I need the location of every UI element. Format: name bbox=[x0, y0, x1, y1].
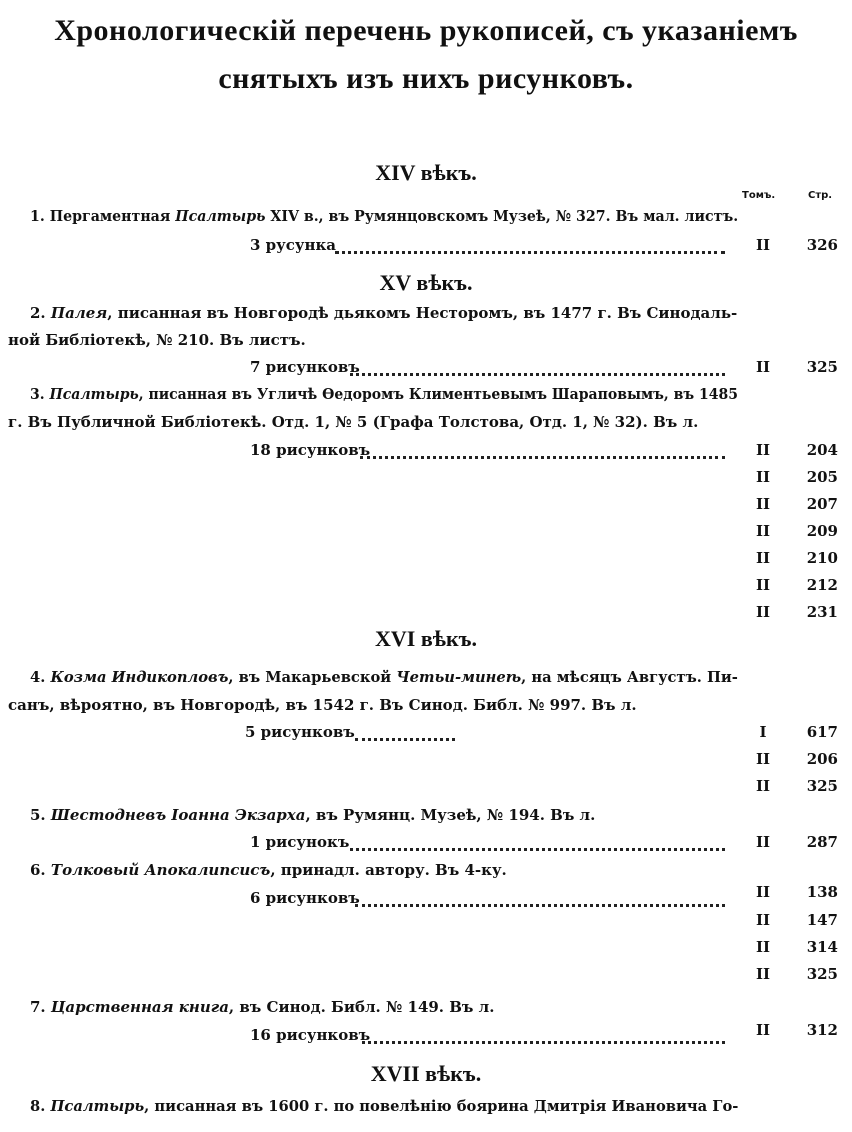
entry-2-title: Палея bbox=[50, 304, 108, 322]
ref-volume: II bbox=[755, 911, 771, 929]
entry-3-count: 18 рисунковъ bbox=[250, 441, 371, 459]
ref-page: 325 bbox=[806, 358, 838, 376]
entry-6-number: 6. bbox=[30, 861, 46, 879]
ref-page: 210 bbox=[806, 549, 838, 567]
entry-7-count: 16 рисунковъ bbox=[250, 1026, 371, 1044]
entry-5-number: 5. bbox=[30, 806, 46, 824]
entry-8-title: Псалтырь bbox=[50, 1097, 145, 1115]
entry-7-text: , въ Синод. Библ. № 149. Въ л. bbox=[228, 998, 495, 1016]
ref-page: 325 bbox=[806, 965, 838, 983]
entry-4-title: Козма Индикопловъ bbox=[50, 668, 229, 686]
ref-volume: II bbox=[755, 522, 771, 540]
ref-volume: II bbox=[755, 883, 771, 901]
ref-page: 209 bbox=[806, 522, 838, 540]
ref-volume: II bbox=[755, 468, 771, 486]
entry-3-number: 3. bbox=[30, 385, 45, 403]
entry-2-text: , писанная въ Новгородѣ дьякомъ Несторомъ, въ 1477 г. Въ Синодаль- bbox=[107, 304, 738, 322]
entry-1-text-b: XIV в., въ Румянцовскомъ Музеѣ, № 327. Въ мал. листъ. bbox=[265, 207, 739, 225]
ref-volume: II bbox=[755, 750, 771, 768]
entry-2-count: 7 рисунковъ bbox=[250, 358, 360, 376]
entry-8-text: , писанная въ 1600 г. по повелѣнію боярина Дмитрія Ивановича Го- bbox=[144, 1097, 739, 1115]
entry-5-count: 1 рисунокъ bbox=[250, 833, 350, 851]
ref-volume: II bbox=[755, 236, 771, 254]
entry-2-line-2: ной Библіотекѣ, № 210. Въ листъ. bbox=[8, 331, 306, 349]
ref-page: 231 bbox=[806, 603, 838, 621]
page-title-line-1: Хронологическій перечень рукописей, съ указаніемъ bbox=[54, 14, 798, 47]
century-heading-15: XV вѣкъ. bbox=[379, 270, 473, 295]
ref-page: 325 bbox=[806, 777, 838, 795]
entry-7-title: Царственная книга bbox=[50, 998, 229, 1016]
entry-5-line-1 bbox=[30, 806, 595, 824]
entry-6-text: , принадл. автору. Въ 4-ку. bbox=[270, 861, 507, 879]
ref-volume: II bbox=[755, 777, 771, 795]
entry-2-line-1 bbox=[30, 304, 737, 322]
entry-4-text-b: , на мѣсяцъ Августъ. Пи- bbox=[521, 668, 738, 686]
century-heading-14: XIV вѣкъ. bbox=[375, 160, 477, 185]
ref-volume: II bbox=[755, 358, 771, 376]
entry-5-leader-dots bbox=[350, 846, 725, 851]
entry-3-text: , писанная въ Угличѣ Ѳедоромъ Климентьевымъ Шараповымъ, въ 1485 bbox=[138, 385, 739, 403]
entry-4-text-a: , въ Макарьевской bbox=[228, 668, 397, 686]
ref-volume: II bbox=[755, 1021, 771, 1039]
entry-6-title: Толковый Апокалипсисъ bbox=[50, 861, 271, 879]
ref-page: 617 bbox=[806, 723, 838, 741]
ref-page: 312 bbox=[806, 1021, 838, 1039]
entry-3-title: Псалтырь bbox=[49, 385, 139, 403]
ref-page: 287 bbox=[806, 833, 838, 851]
ref-page: 314 bbox=[806, 938, 838, 956]
entry-4-number: 4. bbox=[30, 668, 46, 686]
entry-1-title: Псалтырь bbox=[175, 207, 266, 225]
entry-4-count: 5 рисунковъ bbox=[245, 723, 355, 741]
entry-5-text: , въ Румянц. Музеѣ, № 194. Въ л. bbox=[305, 806, 596, 824]
entry-1-count: 3 русунка bbox=[250, 236, 337, 254]
ref-volume: II bbox=[755, 549, 771, 567]
entry-7-leader-dots bbox=[362, 1039, 725, 1044]
ref-volume: II bbox=[755, 938, 771, 956]
entry-4-line-2: санъ, вѣроятно, въ Новгородѣ, въ 1542 г. Въ Синод. Библ. № 997. Въ л. bbox=[8, 696, 637, 714]
entry-1-leader-dots bbox=[335, 249, 725, 254]
volume-column-header: Томъ. bbox=[742, 190, 776, 201]
page-column-header: Стр. bbox=[808, 190, 833, 201]
entry-6-leader-dots bbox=[355, 902, 725, 907]
ref-volume: II bbox=[755, 495, 771, 513]
ref-volume: II bbox=[755, 603, 771, 621]
ref-volume: I bbox=[759, 723, 767, 741]
ref-page: 207 bbox=[806, 495, 838, 513]
ref-page: 138 bbox=[806, 883, 838, 901]
entry-1-line-1 bbox=[30, 207, 738, 225]
ref-volume: II bbox=[755, 833, 771, 851]
entry-2-number: 2. bbox=[30, 304, 46, 322]
entry-4-leader-dots bbox=[355, 736, 455, 741]
entry-7-number: 7. bbox=[30, 998, 46, 1016]
ref-page: 206 bbox=[806, 750, 838, 768]
ref-page: 326 bbox=[806, 236, 838, 254]
entry-6-line-1 bbox=[30, 861, 507, 879]
ref-page: 204 bbox=[806, 441, 838, 459]
entry-1-text-a: Пергаментная bbox=[49, 207, 176, 225]
ref-page: 205 bbox=[806, 468, 838, 486]
entry-4-title-b: Четьи-минеѣ bbox=[396, 668, 522, 686]
entry-7-line-1 bbox=[30, 998, 494, 1016]
entry-3-line-1 bbox=[30, 385, 738, 403]
ref-volume: II bbox=[755, 441, 771, 459]
ref-volume: II bbox=[755, 576, 771, 594]
entry-3-leader-dots bbox=[360, 454, 725, 459]
ref-page: 147 bbox=[806, 911, 838, 929]
page-title-line-2: снятыхъ изъ нихъ рисунковъ. bbox=[218, 62, 634, 95]
entry-6-count: 6 рисунковъ bbox=[250, 889, 360, 907]
entry-2-leader-dots bbox=[350, 371, 725, 376]
ref-volume: II bbox=[755, 965, 771, 983]
entry-5-title: Шестодневъ Іоанна Экзарха bbox=[50, 806, 306, 824]
century-heading-16: XVI вѣкъ. bbox=[375, 626, 477, 651]
ref-page: 212 bbox=[806, 576, 838, 594]
entry-8-line-1 bbox=[30, 1097, 738, 1115]
entry-8-number: 8. bbox=[30, 1097, 46, 1115]
entry-1-number: 1. bbox=[30, 207, 45, 225]
entry-3-line-2: г. Въ Публичной Библіотекѣ. Отд. 1, № 5 (Графа Толстова, Отд. 1, № 32). Въ л. bbox=[8, 413, 699, 431]
entry-4-line-1 bbox=[30, 668, 738, 686]
century-heading-17: XVII вѣкъ. bbox=[370, 1061, 482, 1086]
